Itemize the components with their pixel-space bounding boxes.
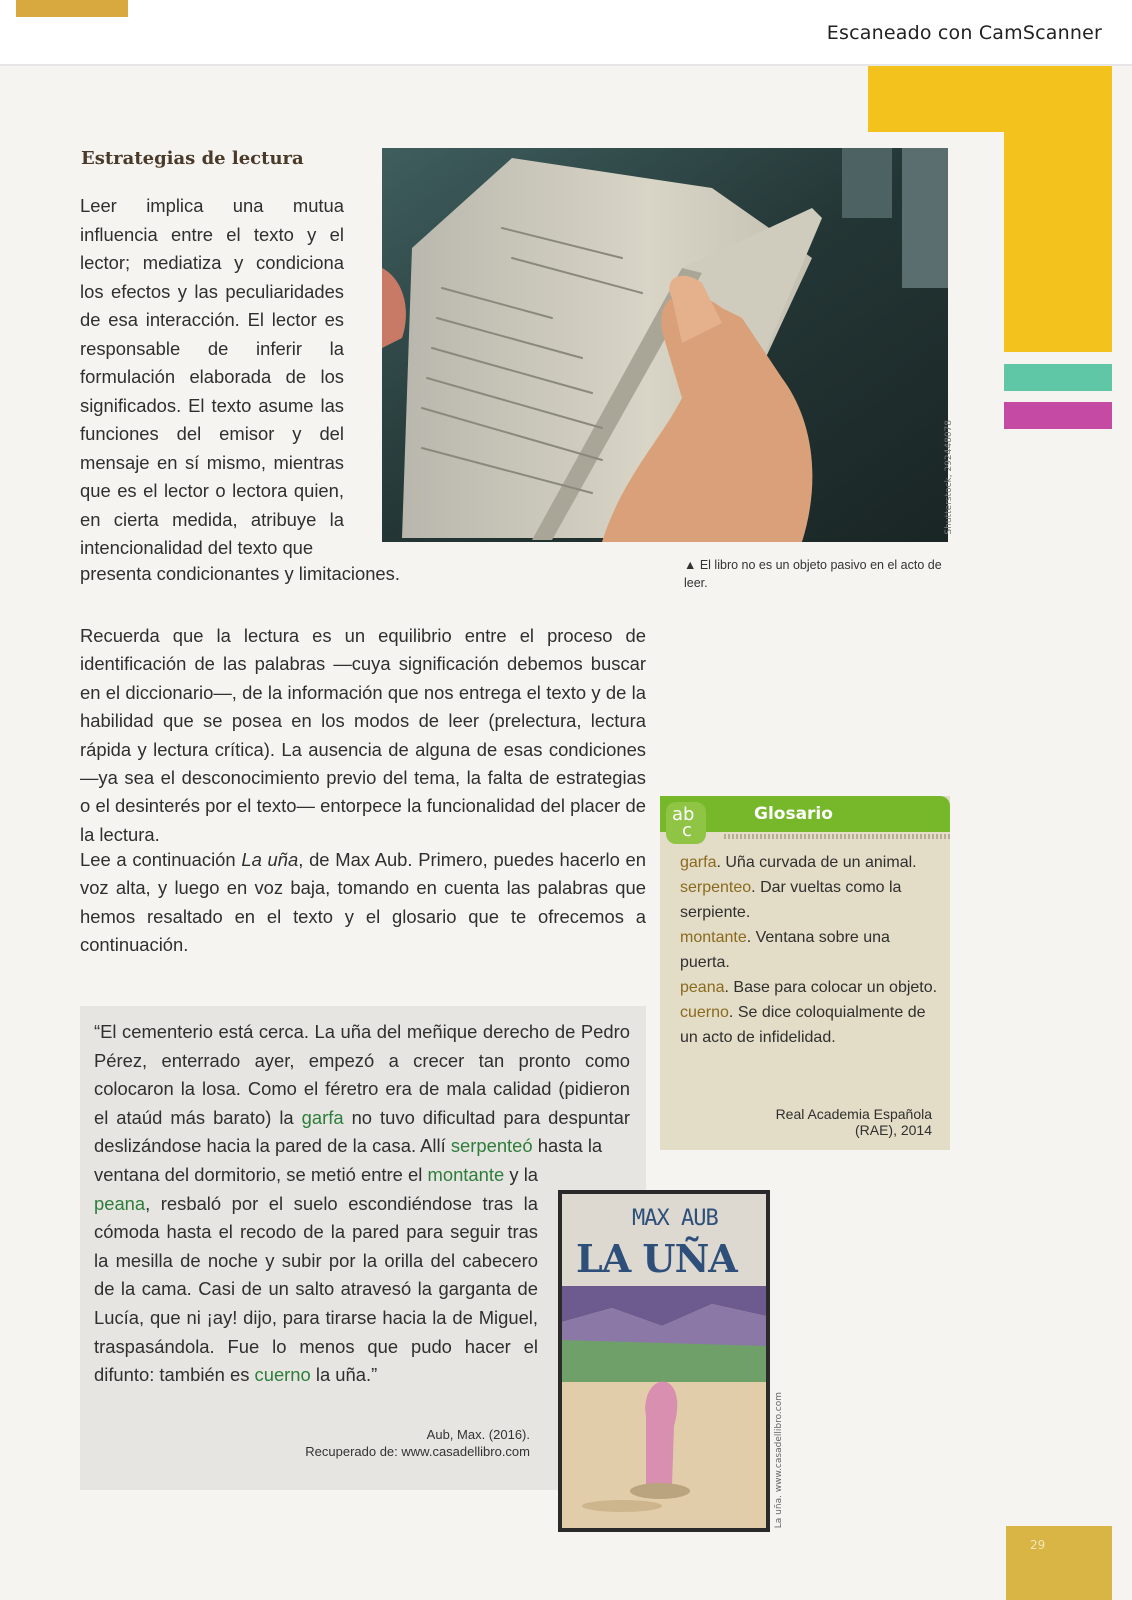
- keyword-montante: montante: [427, 1163, 505, 1185]
- decorative-pink-tab: [1004, 402, 1112, 429]
- reading-photo: [382, 148, 948, 542]
- photo-caption: ▲ El libro no es un objeto pasivo en el acto de leer.: [684, 558, 942, 590]
- header-tab: [16, 0, 128, 17]
- intro-paragraph-tail: presenta condicionantes y limitaciones.: [80, 563, 400, 584]
- quote-part-2: ventana del dormitorio, se metió entre el montante y la peana, resbaló por el suelo escondiéndose tras la cómoda hasta el recodo de la pared para seguir tras la mesilla de noche y subir por la orilla del cabecero de la cama. Casi de un salto atravesó la garganta de Lucía, que ni ¡ay! dijo, para tirarse hacia la de Miguel, traspasándola. Fue lo menos que pudo hacer el difunto: también es cuerno la uña.”: [94, 1163, 539, 1386]
- book-author: MAX AUB: [632, 1206, 718, 1231]
- book-cover: [558, 1190, 770, 1532]
- scanner-header: [0, 0, 1132, 66]
- page-number: 29: [1030, 1538, 1046, 1552]
- glossary-item: garfa. Uña curvada de un animal.: [680, 854, 917, 871]
- scanner-watermark: Escaneado con CamScanner: [826, 22, 1102, 44]
- glossary-icon: ab c: [666, 802, 706, 844]
- glossary-item: montante. Ventana sobre una puerta.: [680, 929, 890, 971]
- body-paragraph-2-post: , de Max Aub. Primero, puedes hacerlo en voz alta, y luego en voz baja, tomando en cuenta las palabras que hemos resaltado en el texto y el glosario que te ofrecemos a continuación.: [80, 849, 647, 956]
- book-title: LA UÑA: [576, 1236, 737, 1281]
- body-paragraph-2: [80, 846, 646, 960]
- glossary-divider: [724, 834, 950, 839]
- glossary-item: peana. Base para colocar un objeto.: [680, 979, 938, 996]
- book-cover-header: [562, 1194, 766, 1286]
- book-credit: La uña. www.casadellibro.com: [774, 1392, 784, 1529]
- glossary-list: [680, 850, 938, 1050]
- keyword-garfa: garfa: [301, 1106, 344, 1128]
- keyword-cuerno: cuerno: [254, 1364, 311, 1386]
- glossary-source: Real Academia Española (RAE), 2014: [775, 1106, 932, 1138]
- section-title: Estrategias de lectura: [81, 148, 304, 169]
- glossary-item: cuerno. Se dice coloquialmente de un acto de infidelidad.: [680, 1004, 926, 1046]
- book-cover-art: [562, 1286, 766, 1528]
- story-quote: [94, 1018, 630, 1390]
- decorative-teal-tab: [1004, 364, 1112, 391]
- keyword-peana: peana: [94, 1192, 146, 1214]
- quote-part-1: “El cementerio está cerca. La uña del meñique derecho de Pedro Pérez, enterrado ayer, empezó a crecer tan pronto como colocaron la losa. Como el féretro era de mala calidad (pidieron el ataúd más barato) la garfa no tuvo dificultad para despuntar deslizándose hacia la pared de la casa. Allí serpenteó hasta la: [94, 1021, 630, 1157]
- glossary-box: [660, 796, 950, 1150]
- body-paragraph-1: Recuerda que la lectura es un equilibrio entre el proceso de identificación de las palabras —cuya significación debemos buscar en el diccionario—, de la información que nos entrega el texto y de la habilidad que se posea en los modos de leer (prelectura, lectura rápida y lectura crítica). La ausencia de alguna de esas condiciones —ya sea el desconocimiento previo del tema, la falta de estrategias o el desinterés por el texto— entorpece la funcionalidad del placer de la lectura.: [80, 625, 646, 845]
- body-paragraph-2-pre: Lee a continuación: [80, 849, 242, 870]
- glossary-title: Glosario: [754, 804, 833, 824]
- keyword-serpenteo: serpenteó: [450, 1135, 533, 1157]
- story-title: La uña: [241, 849, 299, 870]
- photo-credit: Shutterstock, 292448078: [944, 420, 954, 535]
- page-number-box: [1006, 1526, 1112, 1600]
- decorative-yellow-column: [1004, 66, 1112, 352]
- hand-holding-book-illustration: [382, 148, 948, 542]
- glossary-item: serpenteo. Dar vueltas como la serpiente.: [680, 879, 902, 921]
- quote-source: Aub, Max. (2016). Recuperado de: www.casadellibro.com: [305, 1427, 530, 1459]
- intro-paragraph: Leer implica una mutua influencia entre el texto y el lector; mediatiza y condiciona los efectos y las peculiaridades de esa interacción. El lector es responsable de inferir la formulación elaborada de los significados. El texto asume las funciones del emisor y del mensaje en sí mismo, mientras que es el lector o lectora quien, en cierta medida, atribuye la intencionalidad del texto que: [80, 195, 344, 558]
